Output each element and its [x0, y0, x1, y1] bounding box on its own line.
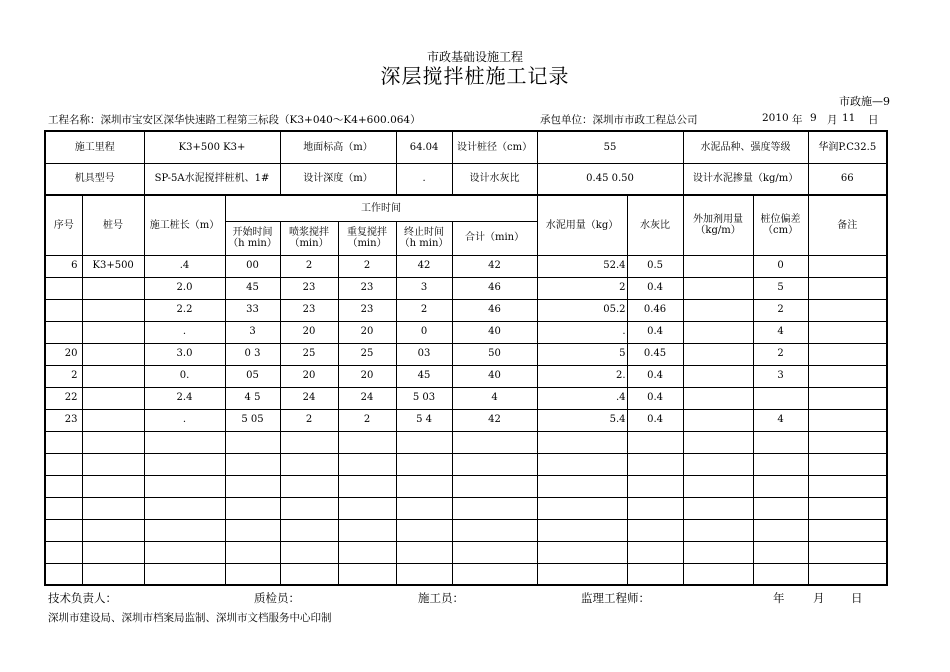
col-cement-qty: 水泥用量（kg）: [537, 195, 627, 255]
cell-seq: [45, 475, 82, 497]
cell-deviation: [753, 519, 808, 541]
cell-seq: [45, 431, 82, 453]
cell-wc-ratio: 0.46: [627, 299, 683, 321]
cell-spray-mix: [280, 475, 338, 497]
cell-end-time: [396, 475, 452, 497]
cell-admixture: [683, 277, 753, 299]
cell-spray-mix: 23: [280, 299, 338, 321]
cell-repeat-mix: 23: [338, 277, 396, 299]
supervisor-label: 监理工程师：: [581, 591, 650, 605]
cell-cement-qty: [537, 541, 627, 563]
machine-value: SP-5A水泥搅拌桩机、1#: [144, 163, 280, 195]
cell-repeat-mix: [338, 541, 396, 563]
cell-wc-ratio: 0.4: [627, 409, 683, 431]
cell-pile-no: [82, 299, 144, 321]
table-row: [45, 343, 887, 365]
footer-year-char: 年: [773, 591, 785, 605]
pile-diameter-label: 设计桩径（cm）: [452, 131, 537, 163]
cell-admixture: [683, 321, 753, 343]
cell-wc-ratio: 0.4: [627, 321, 683, 343]
cell-pile-no: [82, 277, 144, 299]
cell-pile-no: [82, 453, 144, 475]
cell-total: [452, 431, 537, 453]
cell-wc-ratio: 0.4: [627, 277, 683, 299]
cell-admixture: [683, 563, 753, 585]
cell-wc-ratio: 0.5: [627, 255, 683, 277]
cell-repeat-mix: 24: [338, 387, 396, 409]
col-end-time: 终止时间（h min）: [396, 221, 452, 255]
cell-admixture: [683, 343, 753, 365]
cell-length: [144, 563, 225, 585]
footer-month-char: 月: [813, 591, 825, 605]
cement-dosage-value: 66: [808, 163, 887, 195]
design-wc-label: 设计水灰比: [452, 163, 537, 195]
cell-spray-mix: [280, 563, 338, 585]
project-name: 工程名称：深圳市宝安区深华快速路工程第三标段（K3+040～K4+600.064）: [48, 114, 421, 126]
cell-start-time: 4 5: [225, 387, 280, 409]
empty-table-row: [45, 519, 887, 541]
cell-length: 2.2: [144, 299, 225, 321]
cell-spray-mix: 24: [280, 387, 338, 409]
cell-start-time: [225, 431, 280, 453]
cement-dosage-label: 设计水泥掺量（kg/m）: [683, 163, 808, 195]
cell-admixture: [683, 431, 753, 453]
cell-admixture: [683, 365, 753, 387]
cell-seq: 6: [45, 255, 82, 277]
cell-pile-no: [82, 497, 144, 519]
table-row: [45, 299, 887, 321]
cell-repeat-mix: 2: [338, 255, 396, 277]
cell-spray-mix: [280, 431, 338, 453]
cell-pile-no: [82, 409, 144, 431]
cell-seq: [45, 321, 82, 343]
cell-start-time: 00: [225, 255, 280, 277]
cell-deviation: [753, 541, 808, 563]
cell-total: 42: [452, 409, 537, 431]
cell-remark: [808, 255, 887, 277]
col-wc-ratio: 水灰比: [627, 195, 683, 255]
cell-admixture: [683, 409, 753, 431]
cell-end-time: 03: [396, 343, 452, 365]
contractor: 承包单位：深圳市市政工程总公司: [540, 114, 698, 126]
print-note: 深圳市建设局、深圳市档案局监制、深圳市文档服务中心印制: [48, 612, 332, 624]
cell-remark: [808, 519, 887, 541]
cell-end-time: [396, 431, 452, 453]
cell-seq: [45, 277, 82, 299]
cell-start-time: [225, 541, 280, 563]
cell-deviation: 4: [753, 409, 808, 431]
cell-pile-no: K3+500: [82, 255, 144, 277]
cell-spray-mix: 20: [280, 321, 338, 343]
design-depth-value: .: [396, 163, 452, 195]
cell-remark: [808, 541, 887, 563]
cell-total: [452, 475, 537, 497]
cell-pile-no: [82, 343, 144, 365]
cell-seq: 22: [45, 387, 82, 409]
cell-cement-qty: [537, 431, 627, 453]
date-month: 9: [810, 112, 817, 124]
cell-total: [452, 541, 537, 563]
cell-end-time: 0: [396, 321, 452, 343]
cell-length: [144, 519, 225, 541]
cell-start-time: 5 05: [225, 409, 280, 431]
date-day: 11: [842, 112, 856, 124]
cell-spray-mix: [280, 497, 338, 519]
cell-spray-mix: [280, 541, 338, 563]
cell-admixture: [683, 497, 753, 519]
cell-deviation: 2: [753, 299, 808, 321]
cell-remark: [808, 343, 887, 365]
cell-spray-mix: 25: [280, 343, 338, 365]
cell-spray-mix: [280, 519, 338, 541]
mileage-value: K3+500 K3+: [144, 131, 280, 163]
cell-end-time: 3: [396, 277, 452, 299]
cell-pile-no: [82, 365, 144, 387]
cell-admixture: [683, 299, 753, 321]
cell-end-time: 5 03: [396, 387, 452, 409]
cell-wc-ratio: 0.4: [627, 387, 683, 409]
cell-start-time: [225, 453, 280, 475]
cell-start-time: [225, 497, 280, 519]
cell-seq: [45, 519, 82, 541]
cell-end-time: [396, 453, 452, 475]
cell-deviation: 4: [753, 321, 808, 343]
cell-total: [452, 563, 537, 585]
cell-spray-mix: [280, 453, 338, 475]
cell-wc-ratio: [627, 475, 683, 497]
cell-cement-qty: 2.: [537, 365, 627, 387]
date-month-char: 月: [827, 114, 838, 126]
form-code: 市政施—9: [839, 95, 890, 108]
date-day-char: 日: [868, 114, 879, 126]
cell-cement-qty: [537, 453, 627, 475]
cell-wc-ratio: [627, 519, 683, 541]
cell-deviation: [753, 563, 808, 585]
cell-remark: [808, 277, 887, 299]
cell-end-time: [396, 519, 452, 541]
cell-start-time: 0 3: [225, 343, 280, 365]
cell-remark: [808, 563, 887, 585]
cell-cement-qty: 5.4: [537, 409, 627, 431]
cell-cement-qty: [537, 475, 627, 497]
empty-table-row: [45, 453, 887, 475]
cell-wc-ratio: 0.4: [627, 365, 683, 387]
cell-wc-ratio: [627, 453, 683, 475]
cell-remark: [808, 453, 887, 475]
document-supertitle: 市政基础设施工程: [426, 50, 523, 64]
cell-admixture: [683, 519, 753, 541]
col-work-time: 工作时间: [225, 195, 537, 221]
date-year-char: 年: [792, 114, 803, 126]
cell-total: [452, 519, 537, 541]
cell-pile-no: [82, 387, 144, 409]
cell-wc-ratio: 0.45: [627, 343, 683, 365]
cell-remark: [808, 365, 887, 387]
cell-length: [144, 431, 225, 453]
cell-repeat-mix: 20: [338, 321, 396, 343]
cell-start-time: 45: [225, 277, 280, 299]
footer-day-char: 日: [851, 591, 863, 605]
cell-length: 0.: [144, 365, 225, 387]
cell-remark: [808, 409, 887, 431]
cell-spray-mix: 2: [280, 255, 338, 277]
cell-end-time: 45: [396, 365, 452, 387]
date-year: 2010: [762, 112, 789, 124]
cell-total: [452, 497, 537, 519]
col-total: 合计（min）: [452, 221, 537, 255]
cell-cement-qty: .4: [537, 387, 627, 409]
design-wc-value: 0.45 0.50: [537, 163, 683, 195]
pile-record-table: [44, 130, 888, 586]
col-length: 施工桩长（m）: [144, 195, 225, 255]
cell-remark: [808, 475, 887, 497]
cell-repeat-mix: [338, 563, 396, 585]
table-row: [45, 387, 887, 409]
cell-length: 2.4: [144, 387, 225, 409]
cell-end-time: [396, 497, 452, 519]
cell-seq: 20: [45, 343, 82, 365]
cell-cement-qty: .: [537, 321, 627, 343]
table-row: [45, 409, 887, 431]
cell-seq: 23: [45, 409, 82, 431]
empty-table-row: [45, 563, 887, 585]
cell-admixture: [683, 541, 753, 563]
ground-elevation-label: 地面标高（m）: [280, 131, 396, 163]
cell-wc-ratio: [627, 497, 683, 519]
cell-end-time: 42: [396, 255, 452, 277]
cell-deviation: 3: [753, 365, 808, 387]
col-admixture: 外加剂用量（kg/m）: [683, 195, 753, 255]
cell-total: 46: [452, 277, 537, 299]
col-spray-mix: 喷浆搅拌（min）: [280, 221, 338, 255]
cell-repeat-mix: [338, 453, 396, 475]
cell-repeat-mix: [338, 497, 396, 519]
cell-end-time: [396, 541, 452, 563]
col-start-time: 开始时间（h min）: [225, 221, 280, 255]
tech-lead-label: 技术负责人：: [48, 591, 117, 605]
cell-start-time: [225, 563, 280, 585]
col-repeat-mix: 重复搅拌（min）: [338, 221, 396, 255]
cell-deviation: [753, 475, 808, 497]
cell-start-time: [225, 475, 280, 497]
cell-cement-qty: 05.2: [537, 299, 627, 321]
col-deviation: 桩位偏差（cm）: [753, 195, 808, 255]
inspector-label: 质检员：: [254, 591, 300, 605]
document-title: 深层搅拌桩施工记录: [380, 64, 570, 88]
cement-grade-value: 华润P.C32.5: [808, 131, 887, 163]
col-seq: 序号: [45, 195, 82, 255]
cell-cement-qty: 52.4: [537, 255, 627, 277]
cell-length: .: [144, 321, 225, 343]
cell-admixture: [683, 255, 753, 277]
cell-remark: [808, 299, 887, 321]
cell-cement-qty: [537, 519, 627, 541]
cell-spray-mix: 20: [280, 365, 338, 387]
cell-pile-no: [82, 475, 144, 497]
cell-repeat-mix: 25: [338, 343, 396, 365]
table-row: [45, 365, 887, 387]
cell-end-time: 2: [396, 299, 452, 321]
builder-label: 施工员：: [418, 591, 464, 605]
col-remark: 备注: [808, 195, 887, 255]
cell-length: [144, 541, 225, 563]
empty-table-row: [45, 497, 887, 519]
cell-deviation: 2: [753, 343, 808, 365]
cell-admixture: [683, 453, 753, 475]
info-row-2: [45, 163, 887, 195]
cell-admixture: [683, 475, 753, 497]
cell-spray-mix: 23: [280, 277, 338, 299]
cell-pile-no: [82, 519, 144, 541]
cell-repeat-mix: [338, 431, 396, 453]
table-row: [45, 255, 887, 277]
cell-deviation: [753, 387, 808, 409]
cell-length: [144, 497, 225, 519]
cell-start-time: 05: [225, 365, 280, 387]
cell-pile-no: [82, 431, 144, 453]
cell-wc-ratio: [627, 431, 683, 453]
cell-end-time: 5 4: [396, 409, 452, 431]
cell-pile-no: [82, 541, 144, 563]
cell-repeat-mix: [338, 475, 396, 497]
cell-seq: [45, 497, 82, 519]
column-header-row-1: [45, 195, 887, 221]
mileage-label: 施工里程: [45, 131, 144, 163]
cell-seq: [45, 541, 82, 563]
cell-deviation: [753, 453, 808, 475]
cell-cement-qty: 5: [537, 343, 627, 365]
cell-length: [144, 475, 225, 497]
cell-total: 40: [452, 321, 537, 343]
pile-diameter-value: 55: [537, 131, 683, 163]
cell-cement-qty: 2: [537, 277, 627, 299]
cell-repeat-mix: 2: [338, 409, 396, 431]
cell-repeat-mix: 20: [338, 365, 396, 387]
cell-end-time: [396, 563, 452, 585]
cell-total: 40: [452, 365, 537, 387]
cell-start-time: 3: [225, 321, 280, 343]
cell-total: 46: [452, 299, 537, 321]
cell-start-time: 33: [225, 299, 280, 321]
cell-admixture: [683, 387, 753, 409]
cell-seq: 2: [45, 365, 82, 387]
cell-length: 3.0: [144, 343, 225, 365]
cell-remark: [808, 431, 887, 453]
cell-deviation: [753, 497, 808, 519]
cell-total: 42: [452, 255, 537, 277]
cell-length: .: [144, 409, 225, 431]
cell-start-time: [225, 519, 280, 541]
cell-seq: [45, 563, 82, 585]
ground-elevation-value: 64.04: [396, 131, 452, 163]
cement-grade-label: 水泥品种、强度等级: [683, 131, 808, 163]
cell-total: 50: [452, 343, 537, 365]
empty-table-row: [45, 475, 887, 497]
cell-cement-qty: [537, 497, 627, 519]
machine-label: 机具型号: [45, 163, 144, 195]
cell-remark: [808, 387, 887, 409]
cell-length: .4: [144, 255, 225, 277]
empty-table-row: [45, 431, 887, 453]
design-depth-label: 设计深度（m）: [280, 163, 396, 195]
cell-pile-no: [82, 321, 144, 343]
cell-deviation: 5: [753, 277, 808, 299]
cell-cement-qty: [537, 563, 627, 585]
table-row: [45, 277, 887, 299]
cell-repeat-mix: [338, 519, 396, 541]
cell-length: [144, 453, 225, 475]
cell-deviation: [753, 431, 808, 453]
cell-total: 4: [452, 387, 537, 409]
cell-remark: [808, 321, 887, 343]
cell-seq: [45, 453, 82, 475]
cell-remark: [808, 497, 887, 519]
cell-wc-ratio: [627, 541, 683, 563]
info-row-1: [45, 131, 887, 163]
cell-pile-no: [82, 563, 144, 585]
table-row: [45, 321, 887, 343]
cell-length: 2.0: [144, 277, 225, 299]
cell-seq: [45, 299, 82, 321]
cell-wc-ratio: [627, 563, 683, 585]
cell-total: [452, 453, 537, 475]
cell-repeat-mix: 23: [338, 299, 396, 321]
col-pile-no: 桩号: [82, 195, 144, 255]
cell-deviation: 0: [753, 255, 808, 277]
cell-spray-mix: 2: [280, 409, 338, 431]
empty-table-row: [45, 541, 887, 563]
